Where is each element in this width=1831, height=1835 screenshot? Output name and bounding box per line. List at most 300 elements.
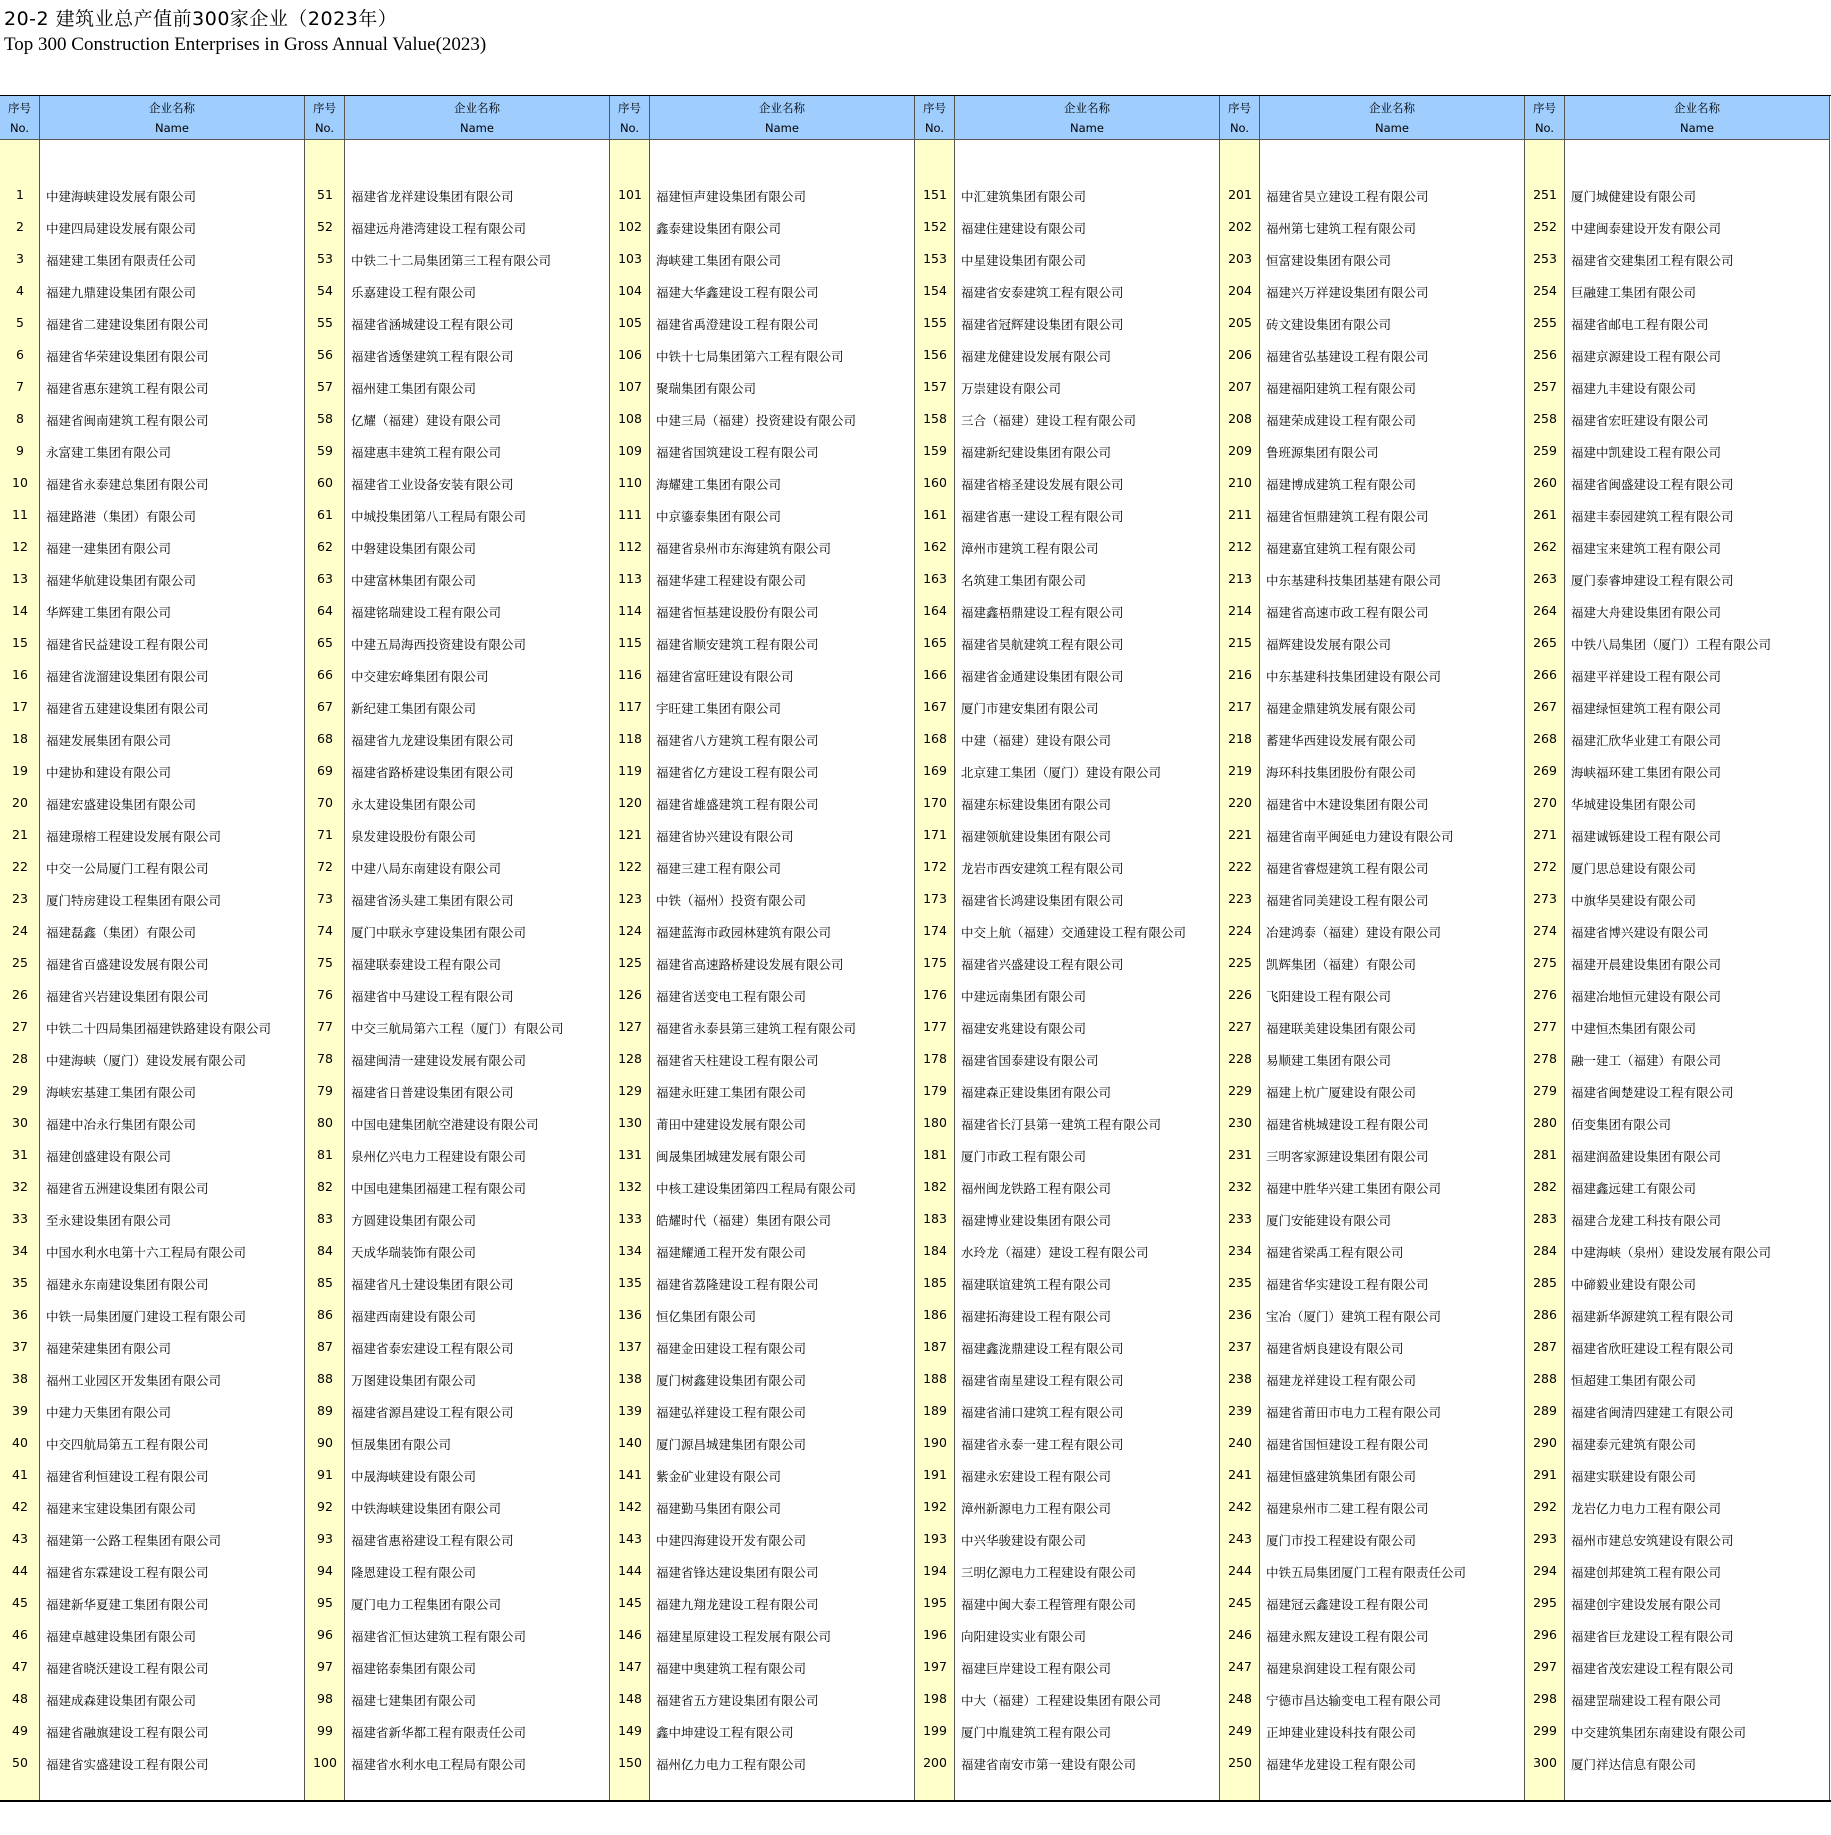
- enterprise-name: 恒超建工集团有限公司: [1571, 1373, 1697, 1388]
- table-row: [0, 274, 305, 306]
- enterprise-name: 福建恒声建设集团有限公司: [656, 189, 807, 204]
- table-row: [915, 274, 1220, 306]
- row-number: 200: [923, 1755, 947, 1770]
- table-row: [610, 338, 915, 370]
- table-row: [0, 1202, 305, 1234]
- table-row: [610, 178, 915, 210]
- row-number: 245: [1228, 1595, 1252, 1610]
- enterprise-name: 福建泉州市二建工程有限公司: [1266, 1501, 1429, 1516]
- enterprise-name: 福建省榕圣建设发展有限公司: [961, 477, 1124, 492]
- enterprise-name: 中建海峡（泉州）建设发展有限公司: [1571, 1245, 1772, 1260]
- table-row: [1220, 1746, 1525, 1778]
- enterprise-name: 福建省昊立建设工程有限公司: [1266, 189, 1429, 204]
- enterprise-name: 福建省日普建设集团有限公司: [351, 1085, 514, 1100]
- enterprise-name: 福建创宇建设发展有限公司: [1571, 1597, 1722, 1612]
- column-block: [1525, 96, 1830, 1800]
- row-number: 5: [16, 315, 24, 330]
- table-row: [1525, 1266, 1830, 1298]
- table-row: [915, 1618, 1220, 1650]
- enterprise-name: 中国电建集团航空港建设有限公司: [351, 1117, 539, 1132]
- enterprise-name: 福建博成建筑工程有限公司: [1266, 477, 1417, 492]
- table-row: [305, 210, 610, 242]
- enterprise-name: 福建省南安市第一建设有限公司: [961, 1757, 1137, 1772]
- table-row: [1525, 1714, 1830, 1746]
- row-number: 170: [923, 795, 947, 810]
- row-number: 51: [317, 187, 333, 202]
- row-number: 282: [1533, 1179, 1557, 1194]
- row-number: 78: [317, 1051, 333, 1066]
- table-row: [1220, 1714, 1525, 1746]
- row-number: 264: [1533, 603, 1557, 618]
- table-row: [1525, 786, 1830, 818]
- enterprise-name: 福建东标建设集团有限公司: [961, 797, 1112, 812]
- row-number: 246: [1228, 1627, 1252, 1642]
- table-row: [915, 1650, 1220, 1682]
- header-name-en: Name: [460, 121, 494, 135]
- row-number: 267: [1533, 699, 1557, 714]
- enterprise-name: 福建省浦口建筑工程有限公司: [961, 1405, 1124, 1420]
- enterprise-name: 中铁二十四局集团福建铁路建设有限公司: [46, 1021, 272, 1036]
- row-number: 178: [923, 1051, 947, 1066]
- table-row: [0, 178, 305, 210]
- row-number: 116: [618, 667, 642, 682]
- row-number: 296: [1533, 1627, 1557, 1642]
- row-number: 27: [12, 1019, 28, 1034]
- table-row: [0, 210, 305, 242]
- table-row: [0, 370, 305, 402]
- table-row: [1220, 1330, 1525, 1362]
- enterprise-name: 福建省长汀县第一建筑工程有限公司: [961, 1117, 1162, 1132]
- row-number: 292: [1533, 1499, 1557, 1514]
- row-number: 166: [923, 667, 947, 682]
- table-row: [610, 818, 915, 850]
- enterprise-name: 福建磊鑫（集团）有限公司: [46, 925, 197, 940]
- enterprise-name: 福建永旺建工集团有限公司: [656, 1085, 807, 1100]
- table-row: [1220, 1586, 1525, 1618]
- enterprise-name: 海耀建工集团有限公司: [656, 477, 782, 492]
- table-row: [0, 914, 305, 946]
- row-number: 16: [12, 667, 28, 682]
- enterprise-name: 中铁二十二局集团第三工程有限公司: [351, 253, 552, 268]
- row-number: 144: [618, 1563, 642, 1578]
- enterprise-name: 漳州市建筑工程有限公司: [961, 541, 1099, 556]
- enterprise-name: 中核工建设集团第四工程局有限公司: [656, 1181, 857, 1196]
- enterprise-name: 福建博业建设集团有限公司: [961, 1213, 1112, 1228]
- enterprise-name: 福建省八方建筑工程有限公司: [656, 733, 819, 748]
- table-row: [1525, 306, 1830, 338]
- table-row: [1525, 1650, 1830, 1682]
- row-number: 83: [317, 1211, 333, 1226]
- enterprise-name: 福建鑫梧鼎建设工程有限公司: [961, 605, 1124, 620]
- row-number: 97: [317, 1659, 333, 1674]
- table-row: [1525, 722, 1830, 754]
- row-number: 231: [1228, 1147, 1252, 1162]
- enterprise-name: 中建八局东南建设有限公司: [351, 861, 502, 876]
- table-row: [915, 434, 1220, 466]
- enterprise-name: 福建省惠一建设工程有限公司: [961, 509, 1124, 524]
- row-number: 240: [1228, 1435, 1252, 1450]
- header-name: [650, 96, 915, 140]
- row-number: 6: [16, 347, 24, 362]
- table-row: [0, 1138, 305, 1170]
- enterprise-name: 中建五局海西投资建设有限公司: [351, 637, 527, 652]
- row-number: 102: [618, 219, 642, 234]
- row-number: 28: [12, 1051, 28, 1066]
- table-row: [0, 946, 305, 978]
- enterprise-name: 福建省亿方建设工程有限公司: [656, 765, 819, 780]
- table-row: [305, 1458, 610, 1490]
- table-row: [0, 754, 305, 786]
- table-row: [610, 530, 915, 562]
- enterprise-name: 中东基建科技集团基建有限公司: [1266, 573, 1442, 588]
- header-name-cn: 企业名称: [759, 101, 805, 115]
- row-number: 161: [923, 507, 947, 522]
- header-no: [1220, 96, 1260, 140]
- table-row: [610, 1586, 915, 1618]
- enterprise-name: 福建惠丰建筑工程有限公司: [351, 445, 502, 460]
- table-row: [1525, 1106, 1830, 1138]
- table-row: [305, 722, 610, 754]
- enterprise-name: 福建安兆建设有限公司: [961, 1021, 1087, 1036]
- enterprise-name: 福建省永泰一建工程有限公司: [961, 1437, 1124, 1452]
- table-row: [1525, 1330, 1830, 1362]
- enterprise-name: 中建四局建设发展有限公司: [46, 221, 197, 236]
- table-row: [915, 914, 1220, 946]
- row-number: 172: [923, 859, 947, 874]
- enterprise-name: 福建星原建设工程发展有限公司: [656, 1629, 832, 1644]
- table-row: [1220, 1682, 1525, 1714]
- header-name-en: Name: [765, 121, 799, 135]
- row-number: 164: [923, 603, 947, 618]
- table-row: [305, 562, 610, 594]
- row-number: 188: [923, 1371, 947, 1386]
- row-number: 203: [1228, 251, 1252, 266]
- table-row: [610, 1106, 915, 1138]
- row-number: 37: [12, 1339, 28, 1354]
- row-number: 150: [618, 1755, 642, 1770]
- row-number: 52: [317, 219, 333, 234]
- table-row: [0, 1074, 305, 1106]
- row-number: 106: [618, 347, 642, 362]
- enterprise-name: 福建卓越建设集团有限公司: [46, 1629, 197, 1644]
- table-row: [1525, 274, 1830, 306]
- row-number: 257: [1533, 379, 1557, 394]
- table-row: [305, 1362, 610, 1394]
- row-number: 226: [1228, 987, 1252, 1002]
- row-number: 171: [923, 827, 947, 842]
- table-row: [0, 434, 305, 466]
- table-row: [610, 850, 915, 882]
- enterprise-name: 北京建工集团（厦门）建设有限公司: [961, 765, 1162, 780]
- row-number: 25: [12, 955, 28, 970]
- enterprise-name: 永富建工集团有限公司: [46, 445, 172, 460]
- table-row: [305, 818, 610, 850]
- row-number: 59: [317, 443, 333, 458]
- table-row: [1220, 1554, 1525, 1586]
- table-row: [610, 722, 915, 754]
- enterprise-name: 飞阳建设工程有限公司: [1266, 989, 1392, 1004]
- row-number: 195: [923, 1595, 947, 1610]
- enterprise-name: 中铁八局集团（厦门）工程有限公司: [1571, 637, 1772, 652]
- row-number: 197: [923, 1659, 947, 1674]
- row-number: 42: [12, 1499, 28, 1514]
- enterprise-name: 中铁五局集团厦门工程有限责任公司: [1266, 1565, 1467, 1580]
- row-number: 141: [618, 1467, 642, 1482]
- table-row: [305, 1266, 610, 1298]
- table-row: [305, 1618, 610, 1650]
- enterprise-name: 福建华龙建设工程有限公司: [1266, 1757, 1417, 1772]
- row-number: 100: [313, 1755, 337, 1770]
- table-row: [305, 466, 610, 498]
- table-row: [0, 498, 305, 530]
- enterprise-name: 福建远舟港湾建设工程有限公司: [351, 221, 527, 236]
- enterprise-name: 福建省汇恒达建筑工程有限公司: [351, 1629, 527, 1644]
- row-number: 194: [923, 1563, 947, 1578]
- row-number: 270: [1533, 795, 1557, 810]
- enterprise-name: 中交四航局第五工程有限公司: [46, 1437, 209, 1452]
- row-number: 255: [1533, 315, 1557, 330]
- enterprise-name: 福建耀通工程开发有限公司: [656, 1245, 807, 1260]
- row-number: 18: [12, 731, 28, 746]
- enterprise-name: 福建宝来建筑工程有限公司: [1571, 541, 1722, 556]
- header-name-cn: 企业名称: [1674, 101, 1720, 115]
- enterprise-name: 福建七建集团有限公司: [351, 1693, 477, 1708]
- enterprise-name: 福建省顺安建筑工程有限公司: [656, 637, 819, 652]
- table-row: [915, 562, 1220, 594]
- row-number: 3: [16, 251, 24, 266]
- row-number: 235: [1228, 1275, 1252, 1290]
- header-name-en: Name: [155, 121, 189, 135]
- enterprise-name: 福建省透堡建筑工程有限公司: [351, 349, 514, 364]
- table-row: [610, 1490, 915, 1522]
- table-row: [915, 978, 1220, 1010]
- row-number: 94: [317, 1563, 333, 1578]
- enterprise-name: 福建省永泰建总集团有限公司: [46, 477, 209, 492]
- table-row: [915, 1170, 1220, 1202]
- enterprise-name: 福建省恒基建设股份有限公司: [656, 605, 819, 620]
- enterprise-name: 融一建工（福建）有限公司: [1571, 1053, 1722, 1068]
- table-row: [1220, 1362, 1525, 1394]
- row-number: 23: [12, 891, 28, 906]
- table-row: [0, 1426, 305, 1458]
- row-number: 210: [1228, 475, 1252, 490]
- row-number: 11: [12, 507, 28, 522]
- row-number: 259: [1533, 443, 1557, 458]
- enterprise-name: 中交建筑集团东南建设有限公司: [1571, 1725, 1747, 1740]
- row-number: 63: [317, 571, 333, 586]
- table-row: [1525, 946, 1830, 978]
- enterprise-name: 福州第七建筑工程有限公司: [1266, 221, 1417, 236]
- row-number: 177: [923, 1019, 947, 1034]
- table-row: [305, 530, 610, 562]
- table-row: [305, 1682, 610, 1714]
- row-number: 291: [1533, 1467, 1557, 1482]
- row-number: 252: [1533, 219, 1557, 234]
- table-row: [610, 1714, 915, 1746]
- enterprise-name: 福建建工集团有限责任公司: [46, 253, 197, 268]
- enterprise-name: 福建荣成建设工程有限公司: [1266, 413, 1417, 428]
- enterprise-name: 福建福阳建筑工程有限公司: [1266, 381, 1417, 396]
- row-number: 201: [1228, 187, 1252, 202]
- header-no: [610, 96, 650, 140]
- enterprise-name: 皓耀时代（福建）集团有限公司: [656, 1213, 832, 1228]
- enterprise-name: 龙岩亿力电力工程有限公司: [1571, 1501, 1722, 1516]
- row-number: 125: [618, 955, 642, 970]
- row-number: 136: [618, 1307, 642, 1322]
- table-row: [610, 434, 915, 466]
- table-row: [1525, 882, 1830, 914]
- enterprise-name: 福建省工业设备安装有限公司: [351, 477, 514, 492]
- enterprise-name: 福建省实盛建设工程有限公司: [46, 1757, 209, 1772]
- table-row: [915, 1458, 1220, 1490]
- table-row: [610, 1618, 915, 1650]
- row-number: 162: [923, 539, 947, 554]
- table-row: [305, 402, 610, 434]
- table-row: [0, 1266, 305, 1298]
- row-number: 129: [618, 1083, 642, 1098]
- enterprise-name: 名筑建工集团有限公司: [961, 573, 1087, 588]
- enterprise-name: 福州工业园区开发集团有限公司: [46, 1373, 222, 1388]
- row-number: 90: [317, 1435, 333, 1450]
- enterprise-name: 福建省兴岩建设集团有限公司: [46, 989, 209, 1004]
- row-number: 135: [618, 1275, 642, 1290]
- table-row: [915, 1266, 1220, 1298]
- enterprise-name: 厦门源昌城建集团有限公司: [656, 1437, 807, 1452]
- enterprise-name: 福建省五建建设集团有限公司: [46, 701, 209, 716]
- table-row: [915, 1554, 1220, 1586]
- row-number: 189: [923, 1403, 947, 1418]
- row-number: 216: [1228, 667, 1252, 682]
- table-row: [1525, 818, 1830, 850]
- enterprise-name: 中交建宏峰集团有限公司: [351, 669, 489, 684]
- row-number: 179: [923, 1083, 947, 1098]
- table-row: [915, 690, 1220, 722]
- table-row: [1220, 1426, 1525, 1458]
- enterprise-name: 福建实联建设有限公司: [1571, 1469, 1697, 1484]
- row-number: 118: [618, 731, 642, 746]
- row-number: 180: [923, 1115, 947, 1130]
- row-number: 69: [317, 763, 333, 778]
- enterprise-name: 水玲龙（福建）建设工程有限公司: [961, 1245, 1149, 1260]
- column-block: [610, 96, 915, 1800]
- table-row: [305, 1202, 610, 1234]
- table-row: [1220, 1042, 1525, 1074]
- table-row: [1525, 1298, 1830, 1330]
- table-row: [1525, 530, 1830, 562]
- row-number: 183: [923, 1211, 947, 1226]
- row-number: 145: [618, 1595, 642, 1610]
- row-number: 47: [12, 1659, 28, 1674]
- table-row: [1220, 1618, 1525, 1650]
- row-number: 101: [618, 187, 642, 202]
- enterprise-name: 福建冶地恒元建设有限公司: [1571, 989, 1722, 1004]
- row-number: 53: [317, 251, 333, 266]
- table-row: [1525, 1458, 1830, 1490]
- enterprise-name: 福建嘉宜建筑工程有限公司: [1266, 541, 1417, 556]
- table-row: [0, 850, 305, 882]
- row-number: 67: [317, 699, 333, 714]
- table-row: [915, 306, 1220, 338]
- row-number: 275: [1533, 955, 1557, 970]
- enterprise-name: 华城建设集团有限公司: [1571, 797, 1697, 812]
- row-number: 96: [317, 1627, 333, 1642]
- enterprise-name: 福建铭泰集团有限公司: [351, 1661, 477, 1676]
- row-number: 176: [923, 987, 947, 1002]
- table-row: [610, 1010, 915, 1042]
- table-row: [305, 1042, 610, 1074]
- table-row: [610, 1362, 915, 1394]
- header-name: [955, 96, 1220, 140]
- enterprise-name: 福建省惠裕建设工程有限公司: [351, 1533, 514, 1548]
- enterprise-name: 中铁十七局集团第六工程有限公司: [656, 349, 844, 364]
- row-number: 196: [923, 1627, 947, 1642]
- table-row: [915, 178, 1220, 210]
- enterprise-name: 福建省同美建设工程有限公司: [1266, 893, 1429, 908]
- row-number: 29: [12, 1083, 28, 1098]
- row-number: 260: [1533, 475, 1557, 490]
- row-number: 33: [12, 1211, 28, 1226]
- enterprise-name: 福建省高速市政工程有限公司: [1266, 605, 1429, 620]
- table-row: [610, 1746, 915, 1778]
- row-number: 131: [618, 1147, 642, 1162]
- table-row: [305, 978, 610, 1010]
- row-number: 70: [317, 795, 333, 810]
- enterprise-name: 中建四海建设开发有限公司: [656, 1533, 807, 1548]
- enterprise-name: 海环科技集团股份有限公司: [1266, 765, 1417, 780]
- row-number: 48: [12, 1691, 28, 1706]
- table-row: [610, 1394, 915, 1426]
- row-number: 165: [923, 635, 947, 650]
- header-no-en: No.: [9, 121, 30, 135]
- row-number: 153: [923, 251, 947, 266]
- table-row: [1220, 1394, 1525, 1426]
- table-row: [1525, 1746, 1830, 1778]
- enterprise-name: 厦门泰睿坤建设工程有限公司: [1571, 573, 1734, 588]
- table-row: [1220, 1106, 1525, 1138]
- table-row: [1525, 1394, 1830, 1426]
- enterprise-name: 福建永宏建设工程有限公司: [961, 1469, 1112, 1484]
- row-number: 185: [923, 1275, 947, 1290]
- enterprise-name: 福建省龙祥建设集团有限公司: [351, 189, 514, 204]
- enterprise-name: 福建省晓沃建设工程有限公司: [46, 1661, 209, 1676]
- enterprise-name: 中建富林集团有限公司: [351, 573, 477, 588]
- row-number: 138: [618, 1371, 642, 1386]
- table-row: [1525, 370, 1830, 402]
- header-name-cn: 企业名称: [454, 101, 500, 115]
- table-row: [0, 1330, 305, 1362]
- header-no: [0, 96, 40, 140]
- row-number: 209: [1228, 443, 1252, 458]
- table-row: [915, 466, 1220, 498]
- table-row: [1220, 370, 1525, 402]
- header-no-cn: 序号: [8, 101, 31, 115]
- table-row: [610, 562, 915, 594]
- row-number: 133: [618, 1211, 642, 1226]
- row-number: 44: [12, 1563, 28, 1578]
- enterprise-name: 冶建鸿泰（福建）建设有限公司: [1266, 925, 1442, 940]
- table-row: [0, 626, 305, 658]
- table-row: [305, 1298, 610, 1330]
- row-number: 167: [923, 699, 947, 714]
- table-row: [610, 1234, 915, 1266]
- row-number: 34: [12, 1243, 28, 1258]
- table-row: [915, 1490, 1220, 1522]
- row-number: 57: [317, 379, 333, 394]
- enterprise-name: 厦门思总建设有限公司: [1571, 861, 1697, 876]
- table-row: [1220, 850, 1525, 882]
- table-row: [915, 754, 1220, 786]
- row-number: 221: [1228, 827, 1252, 842]
